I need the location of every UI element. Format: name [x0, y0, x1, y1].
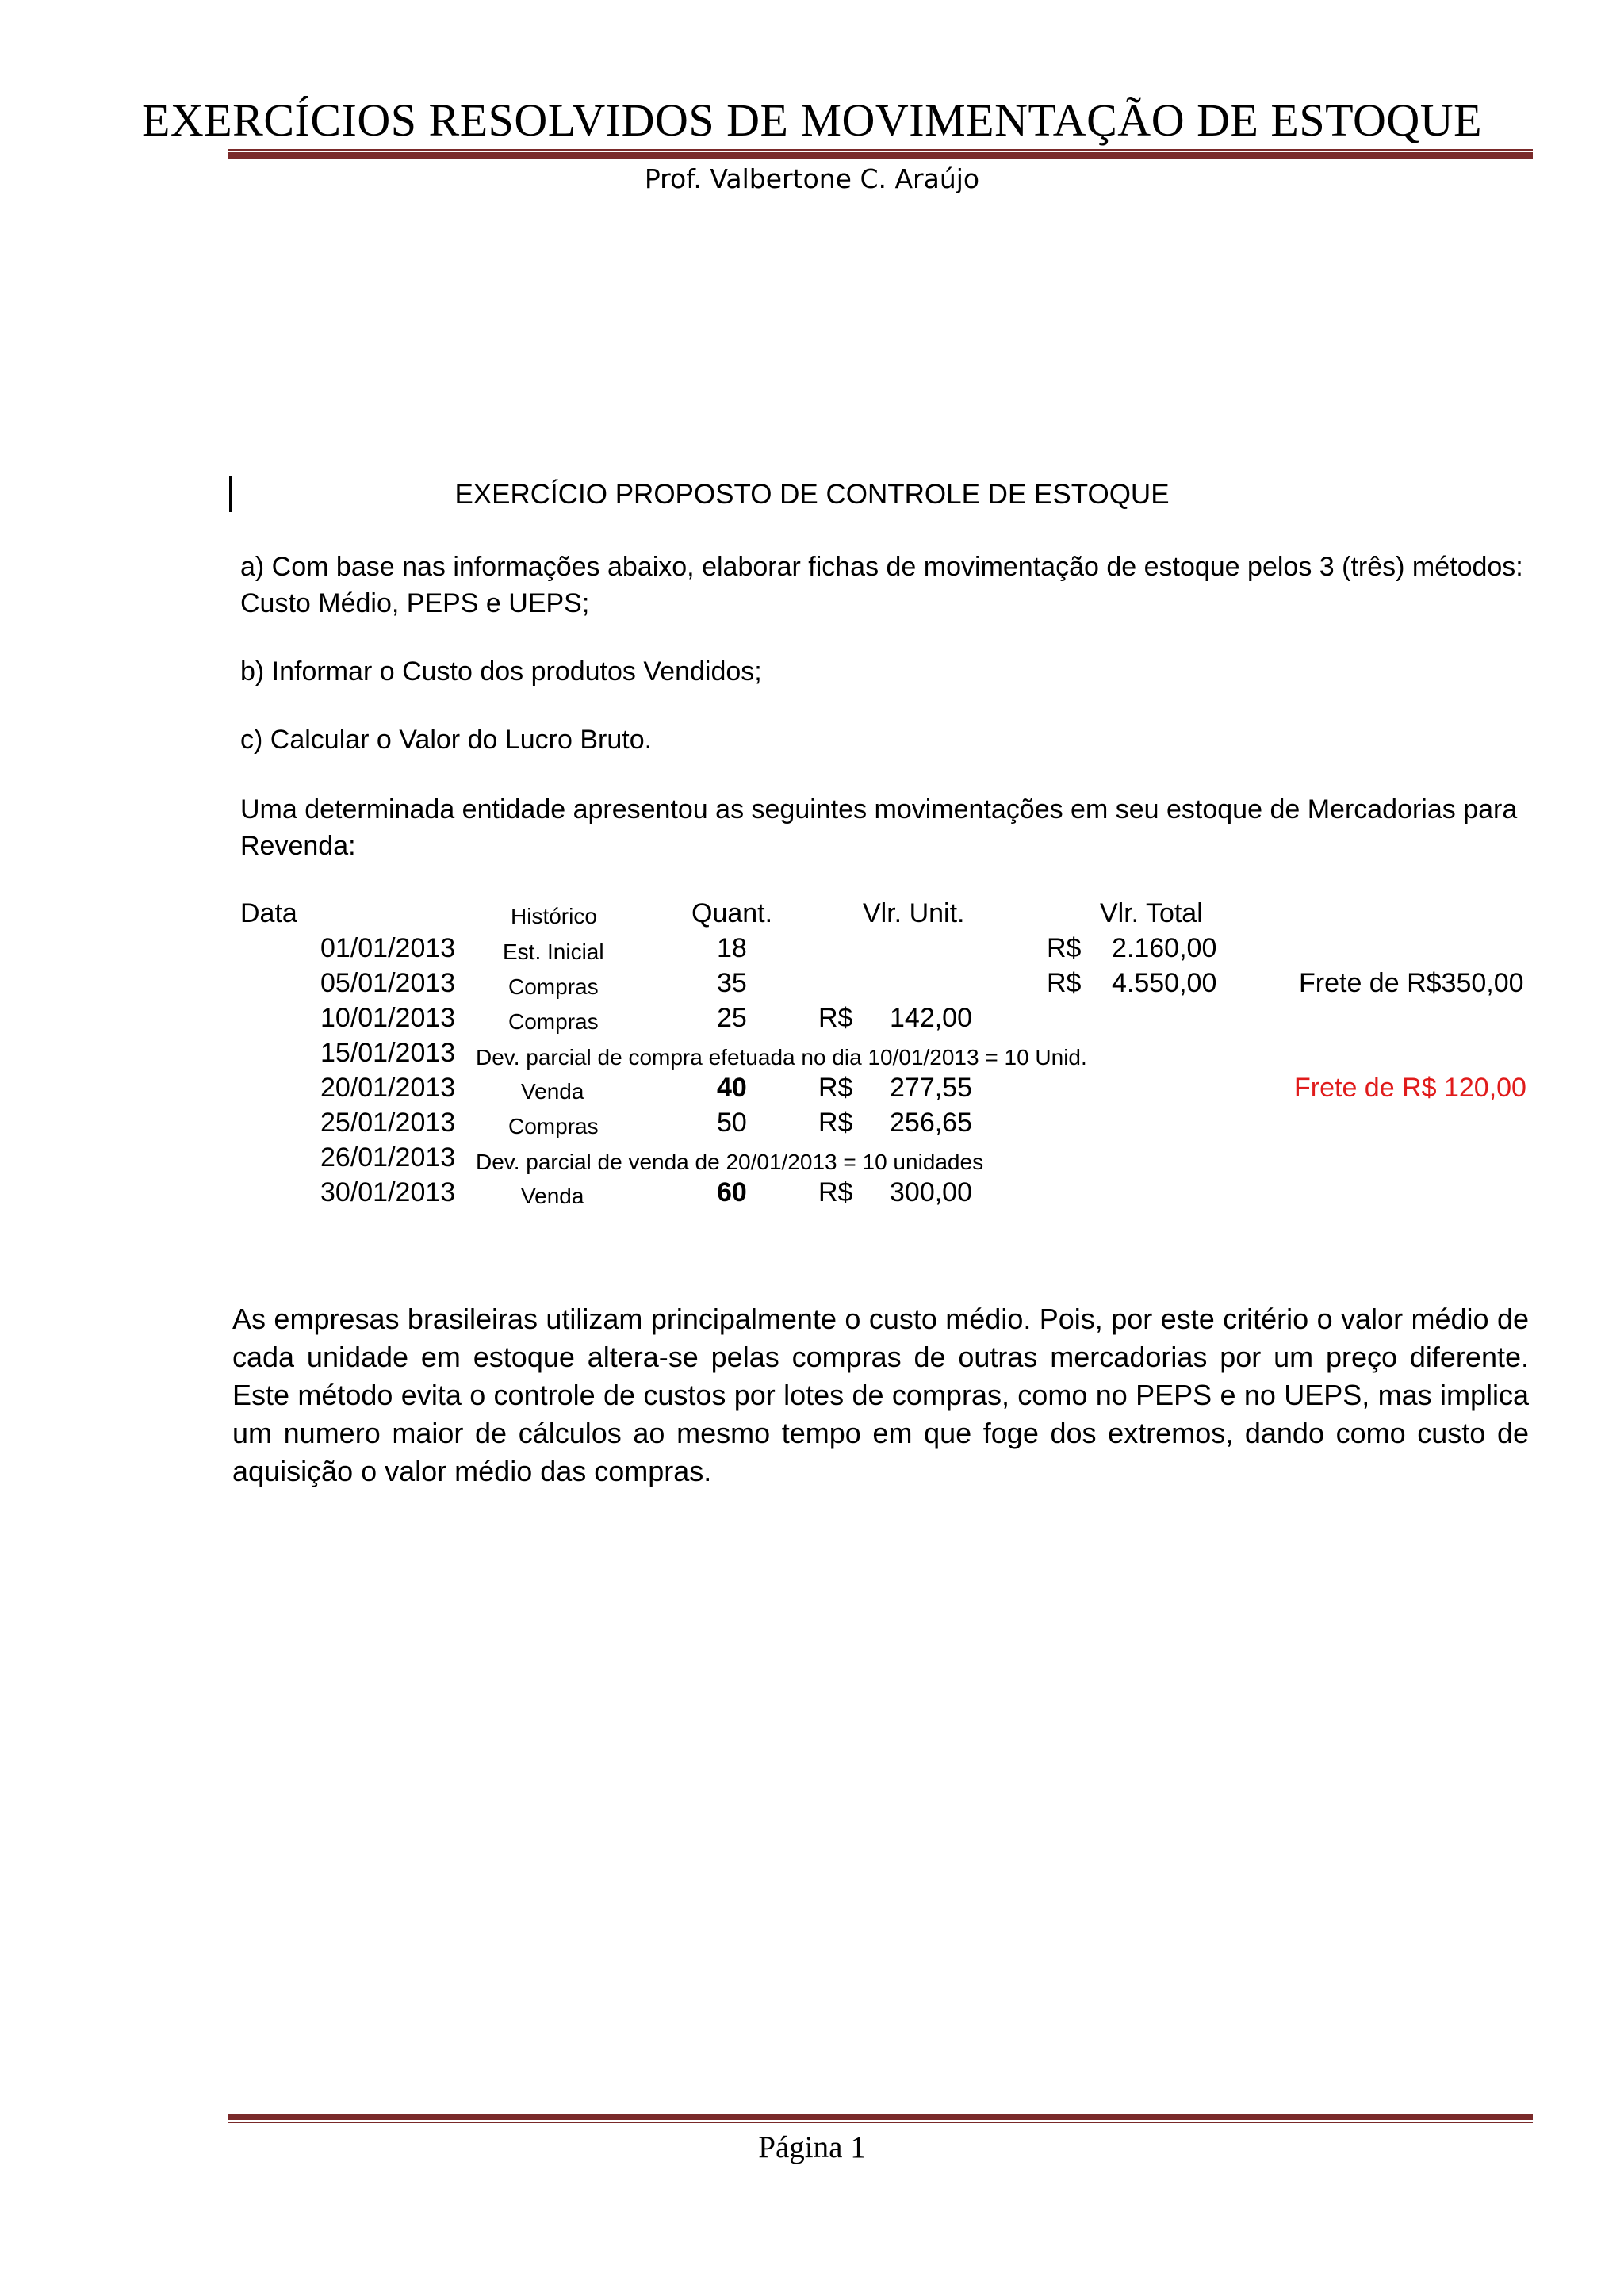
- exercise-title: EXERCÍCIO PROPOSTO DE CONTROLE DE ESTOQUE: [454, 479, 1170, 510]
- row-unit-currency: R$: [818, 1108, 853, 1138]
- row-note: Frete de R$ 120,00: [1294, 1073, 1526, 1103]
- row-historico: Dev. parcial de compra efetuada no dia 10/01/2013 = 10 Unid.: [476, 1045, 1087, 1070]
- table-header-historico: Histórico: [511, 904, 597, 928]
- row-total-value: 4.550,00: [1112, 968, 1217, 998]
- table-header-vlr-total: Vlr. Total: [1100, 898, 1203, 928]
- exercise-intro: Uma determinada entidade apresentou as seguintes movimentações em seu estoque de Mercadorias para Revenda:: [240, 794, 1518, 861]
- row-quantity: 60: [717, 1177, 747, 1207]
- row-date: 15/01/2013: [320, 1038, 456, 1068]
- row-historico: Compras: [508, 974, 599, 999]
- row-total-currency: R$: [1047, 933, 1082, 963]
- row-date: 05/01/2013: [320, 968, 456, 998]
- row-historico: Venda: [521, 1079, 584, 1104]
- page-number: Página 1: [758, 2130, 866, 2164]
- row-quantity: 50: [717, 1108, 747, 1138]
- row-date: 30/01/2013: [320, 1177, 456, 1207]
- row-date: 01/01/2013: [320, 933, 456, 963]
- row-unit-value: 256,65: [890, 1108, 972, 1138]
- row-quantity: 25: [717, 1003, 747, 1033]
- row-date: 20/01/2013: [320, 1073, 456, 1103]
- table-header-quant: Quant.: [691, 898, 773, 928]
- row-date: 25/01/2013: [320, 1108, 456, 1138]
- row-historico: Dev. parcial de venda de 20/01/2013 = 10 unidades: [476, 1150, 984, 1174]
- row-total-value: 2.160,00: [1112, 933, 1217, 963]
- row-unit-value: 142,00: [890, 1003, 972, 1033]
- footer-rule-thin: [228, 2122, 1533, 2123]
- table-header-data: Data: [240, 898, 297, 928]
- row-historico: Compras: [508, 1009, 599, 1034]
- row-total-currency: R$: [1047, 968, 1082, 998]
- exercise-item-c: c) Calcular o Valor do Lucro Bruto.: [240, 725, 653, 755]
- row-unit-value: 300,00: [890, 1177, 972, 1207]
- row-quantity: 40: [717, 1073, 747, 1103]
- row-quantity: 18: [717, 933, 747, 963]
- row-unit-currency: R$: [818, 1003, 853, 1033]
- row-historico: Venda: [521, 1184, 584, 1208]
- row-date: 10/01/2013: [320, 1003, 456, 1033]
- row-date: 26/01/2013: [320, 1142, 456, 1173]
- document-header-author: Prof. Valbertone C. Araújo: [644, 163, 980, 194]
- row-unit-currency: R$: [818, 1073, 853, 1103]
- header-rule-thick: [228, 152, 1533, 159]
- footer-rule-thick: [228, 2114, 1533, 2120]
- body-paragraph: As empresas brasileiras utilizam principalmente o custo médio. Pois, por este critério o valor médio de cada unidade em estoque altera-se pelas compras de outras mercadorias por um preço diferente. Este método evita o controle de custos por lotes de compras, como no PEPS e no UEPS, mas implica um numero maior de cálculos ao mesmo tempo em que foge dos extremos, dando como custo de aquisição o valor médio das compras.: [232, 1303, 1529, 1487]
- exercise-item-a: a) Com base nas informações abaixo, elaborar fichas de movimentação de estoque pelos 3 (três) métodos: Custo Médio, PEPS e UEPS;: [240, 552, 1523, 618]
- header-rule-thin: [228, 149, 1533, 151]
- row-historico: Est. Inicial: [503, 939, 604, 964]
- row-unit-value: 277,55: [890, 1073, 972, 1103]
- exercise-item-b: b) Informar o Custo dos produtos Vendidos;: [240, 656, 762, 687]
- row-historico: Compras: [508, 1114, 599, 1138]
- row-note: Frete de R$350,00: [1299, 968, 1524, 998]
- row-unit-currency: R$: [818, 1177, 853, 1207]
- table-header-vlr-unit: Vlr. Unit.: [863, 898, 965, 928]
- document-header-title: EXERCÍCIOS RESOLVIDOS DE MOVIMENTAÇÃO DE ESTOQUE: [141, 94, 1483, 146]
- row-quantity: 35: [717, 968, 747, 998]
